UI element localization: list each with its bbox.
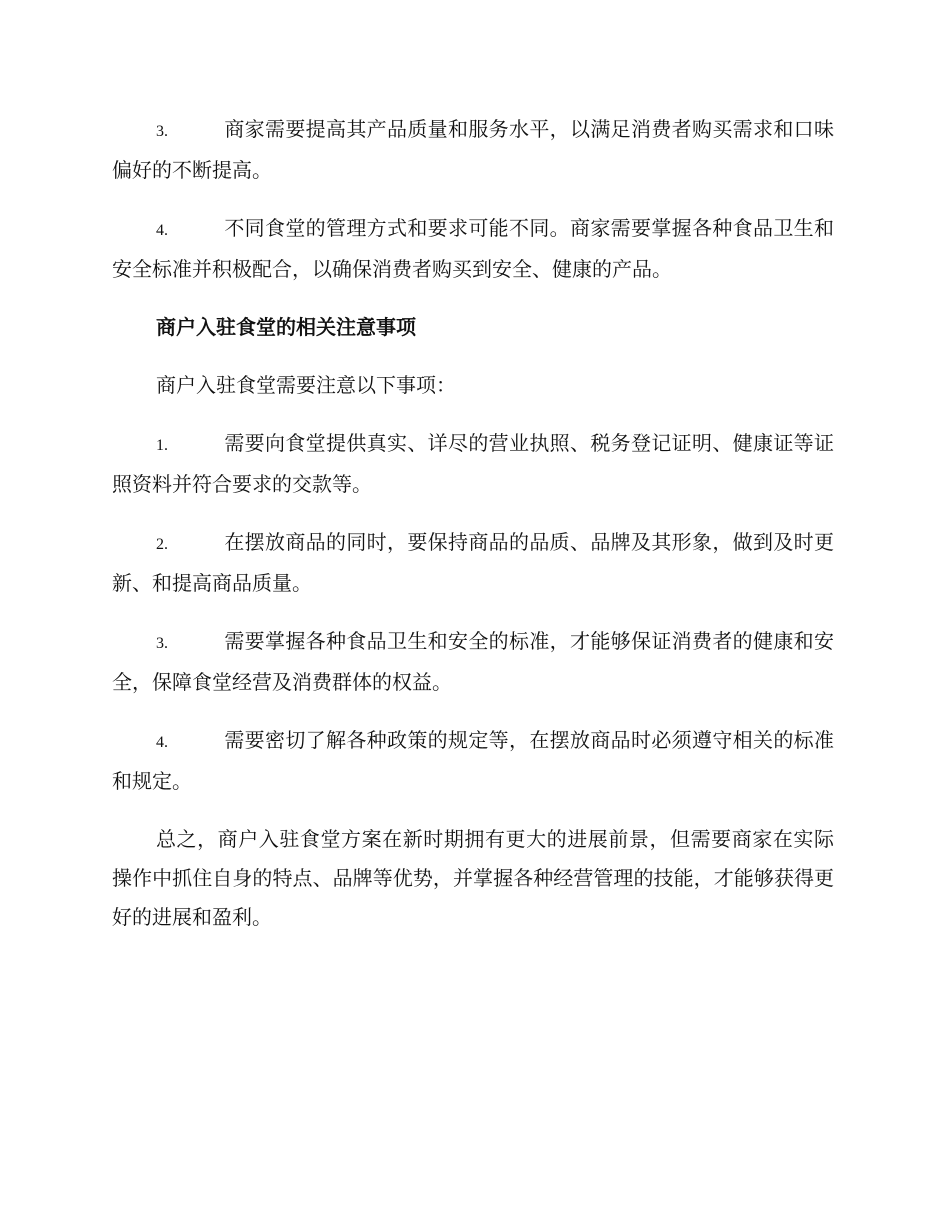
list-item-number: 3. <box>156 635 168 652</box>
list-item <box>112 721 834 801</box>
list-item-text: 商家需要提高其产品质量和服务水平，以满足消费者购买需求和口味偏好的不断提高。 <box>112 117 834 182</box>
list-item-text: 在摆放商品的同时，要保持商品的品质、品牌及其形象，做到及时更新、和提高商品质量。 <box>112 530 834 595</box>
list-item <box>112 209 834 289</box>
list-item <box>112 424 834 504</box>
list-item <box>112 110 834 190</box>
list-item-number: 2. <box>156 536 168 553</box>
list-item-number: 4. <box>156 734 168 751</box>
list-item-number: 4. <box>156 222 168 239</box>
list-item-number: 1. <box>156 437 168 454</box>
list-item-text: 需要向食堂提供真实、详尽的营业执照、税务登记证明、健康证等证照资料并符合要求的交款等。 <box>112 431 834 496</box>
conclusion-paragraph: 总之，商户入驻食堂方案在新时期拥有更大的进展前景，但需要商家在实际操作中抓住自身的特点、品牌等优势，并掌握各种经营管理的技能，才能够获得更好的进展和盈利。 <box>112 827 834 929</box>
section-intro: 商户入驻食堂需要注意以下事项： <box>156 373 456 397</box>
list-item-text: 需要密切了解各种政策的规定等，在摆放商品时必须遵守相关的标准和规定。 <box>112 728 834 793</box>
document-body <box>112 110 834 956</box>
section-heading: 商户入驻食堂的相关注意事项 <box>156 315 416 339</box>
list-item-text: 需要掌握各种食品卫生和安全的标准，才能够保证消费者的健康和安全，保障食堂经营及消费群体的权益。 <box>112 629 834 694</box>
list-item <box>112 523 834 603</box>
list-item <box>112 622 834 702</box>
list-item-text: 不同食堂的管理方式和要求可能不同。商家需要掌握各种食品卫生和安全标准并积极配合，以确保消费者购买到安全、健康的产品。 <box>112 216 834 281</box>
list-item-number: 3. <box>156 123 168 140</box>
